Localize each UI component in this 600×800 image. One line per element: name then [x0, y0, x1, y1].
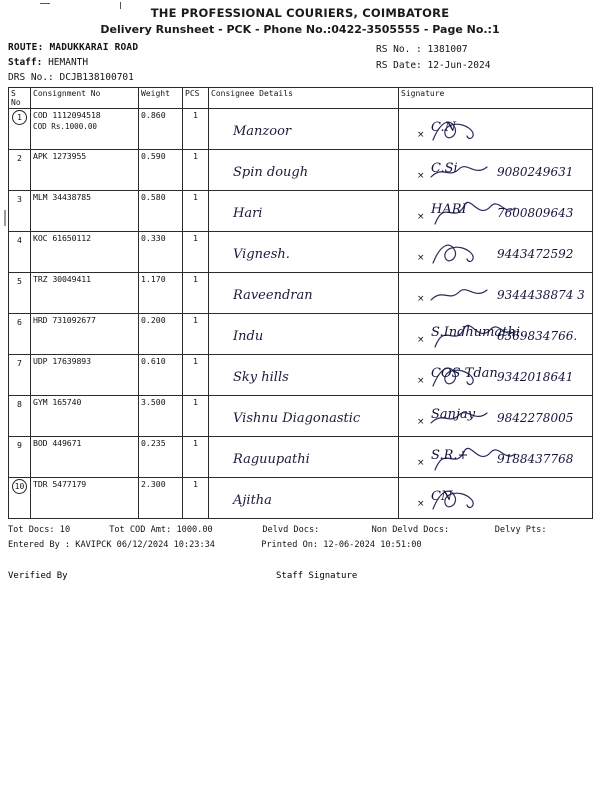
col-sno: S No — [9, 88, 31, 109]
signature-x-mark: × — [417, 376, 425, 386]
signature-phone: 9188437768 — [497, 452, 574, 466]
staff-line — [8, 55, 138, 70]
runsheet-table — [8, 87, 593, 519]
cell-pcs: 1 — [183, 396, 209, 437]
consignment-no: TDR 5477179 — [33, 479, 87, 489]
signature-area — [401, 274, 590, 312]
cell-consignee — [209, 109, 399, 150]
consignment-no: BOD 449671 — [33, 438, 82, 448]
cell-weight: 0.580 — [139, 191, 183, 232]
consignee-handwriting: Vishnu Diagonastic — [233, 411, 361, 426]
cell-consignee — [209, 437, 399, 478]
tot-docs — [8, 523, 104, 538]
cell-consignment — [31, 314, 139, 355]
drs-label: DRS No.: — [8, 72, 54, 83]
cell-pcs: 1 — [183, 437, 209, 478]
table-header-row — [9, 88, 593, 109]
consignment-no: UDP 17639893 — [33, 356, 91, 366]
meta-right — [376, 42, 490, 74]
signature-phone: 6369834766. — [497, 329, 578, 343]
signature-phone: 9443472592 — [497, 247, 574, 261]
cell-signature — [399, 478, 593, 519]
cell-consignee — [209, 355, 399, 396]
table-row — [9, 478, 593, 519]
signature-phone: 9080249631 — [497, 165, 574, 179]
cell-signature — [399, 109, 593, 150]
cell-signature — [399, 191, 593, 232]
cell-consignee — [209, 232, 399, 273]
consignee-handwriting: Hari — [233, 206, 263, 221]
cell-consignment — [31, 437, 139, 478]
route-value: MADUKKARAI ROAD — [49, 42, 139, 53]
signature-area — [401, 192, 590, 230]
signature-area — [401, 438, 590, 476]
cell-consignment — [31, 150, 139, 191]
table-row — [9, 355, 593, 396]
sno-plain: 9 — [17, 440, 22, 450]
route-label: ROUTE: — [8, 42, 44, 53]
cell-consignee — [209, 314, 399, 355]
consignee-handwriting: Spin dough — [233, 165, 309, 180]
cell-sno — [9, 314, 31, 355]
consignment-no: COD 1112094518 — [33, 110, 101, 120]
signature-area — [401, 479, 590, 517]
cell-sno — [9, 150, 31, 191]
signature-phone: 9344438874 3 — [497, 288, 585, 302]
cell-consignment — [31, 273, 139, 314]
meta-block — [8, 40, 592, 86]
signature-area — [401, 151, 590, 189]
cell-signature — [399, 396, 593, 437]
document-body — [8, 6, 592, 589]
rs-no-label: RS No. : — [376, 44, 422, 55]
sno-plain: 7 — [17, 358, 22, 368]
cell-signature — [399, 437, 593, 478]
consignment-no: KOC 61650112 — [33, 233, 91, 243]
sno-plain: 6 — [17, 317, 22, 327]
table-row — [9, 150, 593, 191]
tot-cod-label: Tot COD Amt: — [109, 525, 172, 535]
signature-x-mark: × — [417, 417, 425, 427]
cell-weight: 0.590 — [139, 150, 183, 191]
table-row — [9, 109, 593, 150]
signature-x-mark: × — [417, 212, 425, 222]
staff-signature-label: Staff Signature — [276, 571, 358, 581]
cell-pcs: 1 — [183, 273, 209, 314]
cell-consignment — [31, 396, 139, 437]
signature-footer — [8, 571, 592, 589]
sno-plain: 2 — [17, 153, 22, 163]
cell-pcs: 1 — [183, 191, 209, 232]
tot-docs-value: 10 — [59, 525, 71, 535]
consignee-handwriting: Indu — [233, 329, 264, 344]
signature-area — [401, 356, 590, 394]
scan-tick — [40, 3, 50, 4]
cell-weight: 0.860 — [139, 109, 183, 150]
route-line — [8, 40, 138, 55]
footer-totals-row — [8, 523, 592, 538]
signature-name: C.N — [431, 120, 456, 135]
runsheet-subtitle: Delivery Runsheet - PCK - Phone No.:0422-3505555 - Page No.:1 — [100, 23, 500, 36]
cell-sno — [9, 437, 31, 478]
consignee-handwriting: Raguupathi — [233, 452, 310, 467]
cell-consignee — [209, 191, 399, 232]
cell-weight: 3.500 — [139, 396, 183, 437]
consignment-no: TRZ 30049411 — [33, 274, 91, 284]
cell-weight: 0.610 — [139, 355, 183, 396]
cell-consignment — [31, 355, 139, 396]
sno-plain: 8 — [17, 399, 22, 409]
drs-value: DCJB138100701 — [59, 72, 134, 83]
printed-on-value: 12-06-2024 10:51:00 — [323, 540, 422, 550]
cell-weight: 1.170 — [139, 273, 183, 314]
meta-left — [8, 40, 138, 85]
table-row — [9, 191, 593, 232]
cell-pcs: 1 — [183, 232, 209, 273]
signature-x-mark: × — [417, 458, 425, 468]
signature-x-mark: × — [417, 130, 425, 140]
cell-consignment — [31, 191, 139, 232]
drs-line — [8, 70, 138, 85]
sno-plain: 4 — [17, 235, 22, 245]
cell-pcs: 1 — [183, 355, 209, 396]
entered-by-label: Entered By : — [8, 540, 71, 550]
consignment-no: MLM 34438785 — [33, 192, 91, 202]
rs-date-line — [376, 58, 490, 74]
cell-weight: 0.200 — [139, 314, 183, 355]
signature-name: Sanjay — [431, 407, 476, 422]
staff-label: Staff: — [8, 57, 43, 68]
cell-pcs: 1 — [183, 109, 209, 150]
cell-consignment — [31, 109, 139, 150]
signature-name: S.Indhumathi. — [431, 325, 525, 340]
col-signature: Signature — [399, 88, 593, 109]
cell-sno — [9, 191, 31, 232]
table-row — [9, 314, 593, 355]
company-title: THE PROFESSIONAL COURIERS, COIMBATORE — [150, 6, 450, 20]
cell-signature — [399, 150, 593, 191]
cell-signature — [399, 314, 593, 355]
sno-circled: 10 — [12, 479, 27, 494]
cell-consignment — [31, 478, 139, 519]
signature-name: CN — [431, 489, 453, 504]
consignment-no: APK 1273955 — [33, 151, 87, 161]
consignee-handwriting: Manzoor — [233, 124, 292, 139]
signature-name: C.Si — [431, 161, 458, 176]
entered-by — [8, 538, 256, 553]
signature-x-mark: × — [417, 253, 425, 263]
table-row — [9, 273, 593, 314]
sno-plain: 3 — [17, 194, 22, 204]
consignment-no: GYM 165740 — [33, 397, 82, 407]
signature-area — [401, 110, 590, 148]
cell-pcs: 1 — [183, 150, 209, 191]
col-pcs: PCS — [183, 88, 209, 109]
cod-amount: COD Rs.1000.00 — [33, 122, 98, 131]
cell-consignee — [209, 273, 399, 314]
rs-date-label: RS Date: — [376, 60, 422, 71]
signature-phone: 7600809643 — [497, 206, 574, 220]
sno-plain: 5 — [17, 276, 22, 286]
col-consignee: Consignee Details — [209, 88, 399, 109]
cell-sno — [9, 355, 31, 396]
cell-signature — [399, 355, 593, 396]
cell-consignee — [209, 478, 399, 519]
table-row — [9, 437, 593, 478]
signature-area — [401, 233, 590, 271]
consignee-handwriting: Vignesh. — [233, 247, 290, 262]
printed-on — [261, 538, 421, 553]
cell-sno — [9, 232, 31, 273]
cell-sno — [9, 273, 31, 314]
cell-sno — [9, 109, 31, 150]
signature-x-mark: × — [417, 171, 425, 181]
cell-weight: 0.235 — [139, 437, 183, 478]
table-row — [9, 396, 593, 437]
delvd-docs-label: Delvd Docs: — [262, 525, 320, 535]
cell-pcs: 1 — [183, 314, 209, 355]
col-consignment: Consignment No — [31, 88, 139, 109]
tot-cod — [109, 523, 257, 538]
consignment-no: HRD 731092677 — [33, 315, 96, 325]
cell-signature — [399, 232, 593, 273]
signature-x-mark: × — [417, 294, 425, 304]
cell-weight: 2.300 — [139, 478, 183, 519]
cell-sno — [9, 396, 31, 437]
tot-cod-value: 1000.00 — [176, 525, 213, 535]
delvy-pts-label: Delvy Pts: — [494, 525, 547, 535]
rs-no-line — [376, 42, 490, 58]
signature-name: HARI — [431, 202, 467, 217]
cell-sno — [9, 478, 31, 519]
signature-x-mark: × — [417, 335, 425, 345]
signature-area — [401, 315, 590, 353]
signature-area — [401, 397, 590, 435]
scan-tick — [4, 210, 6, 226]
printed-on-label: Printed On: — [261, 540, 319, 550]
rs-date-value: 12-Jun-2024 — [427, 60, 491, 71]
rs-no-value: 1381007 — [427, 44, 468, 55]
footer-entered-row — [8, 538, 592, 553]
signature-name: S.R.+ — [431, 448, 469, 463]
consignee-handwriting: Ajitha — [233, 493, 272, 508]
signature-name: COS Tdan — [431, 366, 498, 381]
tot-docs-label: Tot Docs: — [8, 525, 55, 535]
entered-by-value: KAVIPCK 06/12/2024 10:23:34 — [75, 540, 215, 550]
table-row — [9, 232, 593, 273]
signature-x-mark: × — [417, 499, 425, 509]
col-weight: Weight — [139, 88, 183, 109]
staff-value: HEMANTH — [48, 57, 89, 68]
cell-consignee — [209, 150, 399, 191]
signature-phone: 9342018641 — [497, 370, 574, 384]
cell-consignee — [209, 396, 399, 437]
footer-block — [8, 523, 592, 553]
cell-consignment — [31, 232, 139, 273]
cell-signature — [399, 273, 593, 314]
cell-pcs: 1 — [183, 478, 209, 519]
consignee-handwriting: Sky hills — [233, 370, 289, 385]
scan-tick — [120, 2, 121, 9]
sno-circled: 1 — [12, 110, 27, 125]
verified-by-label: Verified By — [8, 571, 68, 581]
consignee-handwriting: Raveendran — [233, 288, 313, 303]
cell-weight: 0.330 — [139, 232, 183, 273]
non-delvd-docs-label: Non Delvd Docs: — [371, 525, 450, 535]
signature-phone: 9842278005 — [497, 411, 574, 425]
